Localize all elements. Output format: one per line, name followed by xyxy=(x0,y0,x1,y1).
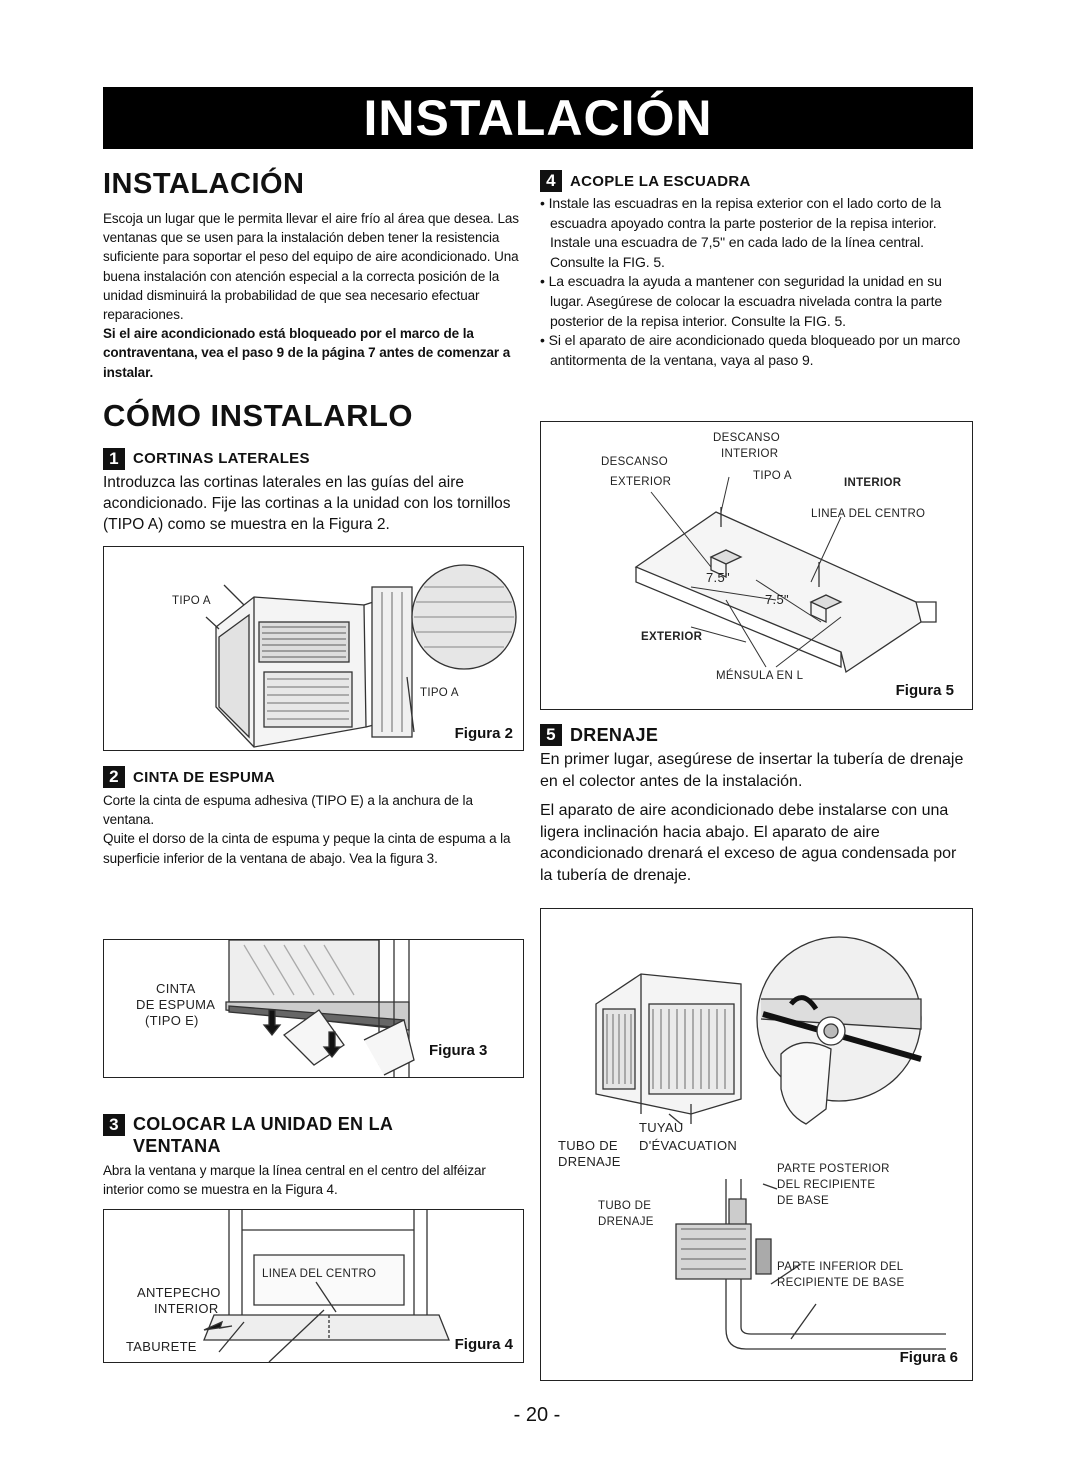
fig3-label-tipo-e: (TIPO E) xyxy=(145,1013,199,1028)
step-number-badge: 2 xyxy=(103,766,125,788)
fig3-label-de-espuma: DE ESPUMA xyxy=(136,997,216,1012)
step-4-heading xyxy=(540,170,972,192)
step-5-title: DRENAJE xyxy=(570,724,659,745)
figure-3-caption: Figura 3 xyxy=(429,1042,488,1059)
fig6-label-drenaje-2: DRENAJE xyxy=(598,1216,654,1228)
figure-2 xyxy=(103,546,524,751)
step-1-title: CORTINAS LATERALES xyxy=(133,450,310,468)
fig5-label-interior-top: INTERIOR xyxy=(721,448,779,460)
fig6-label-tuyau: TUYAU xyxy=(639,1120,684,1135)
step-4-bullet-1: • Instale las escuadras en la repisa exterior con el lado corto de la escuadra apoyado contra la parte posterior de la repisa interior. Instale una escuadra de 7,5" en cada lado de la línea central. Consulte la FIG. 5. xyxy=(540,195,942,270)
section-title-instalacion: INSTALACIÓN xyxy=(103,168,305,200)
fig2-label-tipo-a-bottom: TIPO A xyxy=(420,687,459,699)
fig4-label-taburete: TABURETE xyxy=(126,1339,197,1354)
page-number: - 20 - xyxy=(513,1404,561,1426)
fig6-label-parte-posterior: PARTE POSTERIOR xyxy=(777,1163,890,1175)
intro-warning: Si el aire acondicionado está bloqueado por el marco de la contraventana, vea el paso 9 de la página 7 antes de comenzar a instalar. xyxy=(103,326,511,380)
fig5-label-7-5-right: 7.5" xyxy=(765,592,789,607)
fig5-label-7-5-left: 7.5" xyxy=(706,570,730,585)
step-4-bullet-2: • La escuadra la ayuda a mantener con seguridad la unidad en su lugar. Asegúrese de colocar la escuadra nivelada contra la parte posterior de la repisa interior. Consulte la FIG. 5. xyxy=(540,273,943,329)
step-2-text-1: Corte la cinta de espuma adhesiva (TIPO E) a la anchura de la ventana. xyxy=(103,793,473,828)
fig5-label-tipo-a: TIPO A xyxy=(753,470,792,482)
fig6-label-parte-inferior: PARTE INFERIOR DEL xyxy=(777,1261,904,1273)
step-3-text: Abra la ventana y marque la línea central en el centro del alféizar interior como se muestra en la Figura 4. xyxy=(103,1163,486,1198)
step-number-badge: 1 xyxy=(103,448,125,470)
step-5-block xyxy=(540,724,972,886)
figure-4 xyxy=(103,1209,524,1363)
step-number-badge: 3 xyxy=(103,1114,125,1136)
left-column xyxy=(103,168,523,535)
fig6-label-tubo-de: TUBO DE xyxy=(558,1138,618,1153)
fig5-label-mensula-en-l: MÉNSULA EN L xyxy=(716,670,804,682)
fig2-label-tipo-a-left: TIPO A xyxy=(172,595,211,607)
fig5-label-linea-del-centro: LINEA DEL CENTRO xyxy=(811,508,926,520)
step-3-heading xyxy=(103,1113,523,1157)
fig4-label-linea-del-centro: LINEA DEL CENTRO xyxy=(262,1268,377,1280)
step-1-text: Introduzca las cortinas laterales en las guías del aire acondicionado. Fije las cortinas a la unidad con los tornillos (TIPO A) como se muestra en la Figura 2. xyxy=(103,473,511,533)
figure-2-caption: Figura 2 xyxy=(454,725,513,742)
fig5-label-interior-right: INTERIOR xyxy=(844,477,902,489)
intro-paragraph: Escoja un lugar que le permita llevar el aire frío al área que desea. Las ventanas que se usen para la instalación deben tener la resistencia suficiente para soportar el peso del equipo de aire acondicionado. Una buena instalación con atención especial a la correcta posición de la unidad disminuirá la probabilidad de que sea necesario efectuar reparaciones. xyxy=(103,211,519,323)
step-5-text-1: En primer lugar, asegúrese de insertar la tubería de drenaje en el colector antes de la instalación. xyxy=(540,751,964,790)
step-2-title: CINTA DE ESPUMA xyxy=(133,768,276,786)
step-5-heading xyxy=(540,724,972,746)
fig3-label-cinta: CINTA xyxy=(156,981,196,996)
figure-4-caption: Figura 4 xyxy=(454,1336,513,1353)
figure-3 xyxy=(103,939,524,1078)
fig6-label-recipiente-de-base: RECIPIENTE DE BASE xyxy=(777,1277,905,1289)
section-title-como-instalarlo: CÓMO INSTALARLO xyxy=(103,397,414,433)
fig6-label-tubo-de-2: TUBO DE xyxy=(598,1200,652,1212)
step-4-bullet-3: • Si el aparato de aire acondicionado queda bloqueado por un marco antitormenta de la ventana, vaya al paso 9. xyxy=(540,332,961,368)
figure-6 xyxy=(540,908,973,1381)
fig5-label-exterior-left: EXTERIOR xyxy=(610,476,672,488)
figure-5-caption: Figura 5 xyxy=(895,682,954,699)
fig5-label-descanso-left: DESCANSO xyxy=(601,456,668,468)
fig6-label-devacuation: D'ÉVACUATION xyxy=(639,1138,738,1153)
fig4-label-interior: INTERIOR xyxy=(154,1301,219,1316)
fig5-label-exterior-bottom: EXTERIOR xyxy=(641,631,703,643)
page-banner: INSTALACIÓN xyxy=(103,87,973,149)
fig6-label-drenaje: DRENAJE xyxy=(558,1154,621,1169)
step-number-badge: 4 xyxy=(540,170,562,192)
figure-6-caption: Figura 6 xyxy=(899,1349,958,1366)
fig4-label-antepecho: ANTEPECHO xyxy=(137,1285,221,1300)
fig6-label-de-base: DE BASE xyxy=(777,1195,829,1207)
air-conditioner-side-curtains-illustration xyxy=(104,547,523,750)
step-3-title: COLOCAR LA UNIDAD EN LA VENTANA xyxy=(133,1114,393,1156)
step-number-badge: 5 xyxy=(540,724,562,746)
step-2-block xyxy=(103,766,523,868)
step-4-block xyxy=(540,170,972,370)
step-4-title: ACOPLE LA ESCUADRA xyxy=(570,172,751,190)
step-2-text-2: Quite el dorso de la cinta de espuma y peque la cinta de espuma a la superficie inferior de la ventana de abajo. Vea la figura 3. xyxy=(103,831,511,866)
step-1-heading xyxy=(103,448,523,470)
fig5-label-descanso-top: DESCANSO xyxy=(713,432,780,444)
figure-5 xyxy=(540,421,973,710)
step-3-block xyxy=(103,1113,523,1199)
step-2-heading xyxy=(103,766,523,788)
step-5-text-2: El aparato de aire acondicionado debe instalarse con una ligera inclinación hacia abajo. El aparato de aire acondicionado drenará el exceso de agua condensada por la tubería de drenaje. xyxy=(540,802,957,884)
fig6-label-del-recipiente: DEL RECIPIENTE xyxy=(777,1179,876,1191)
